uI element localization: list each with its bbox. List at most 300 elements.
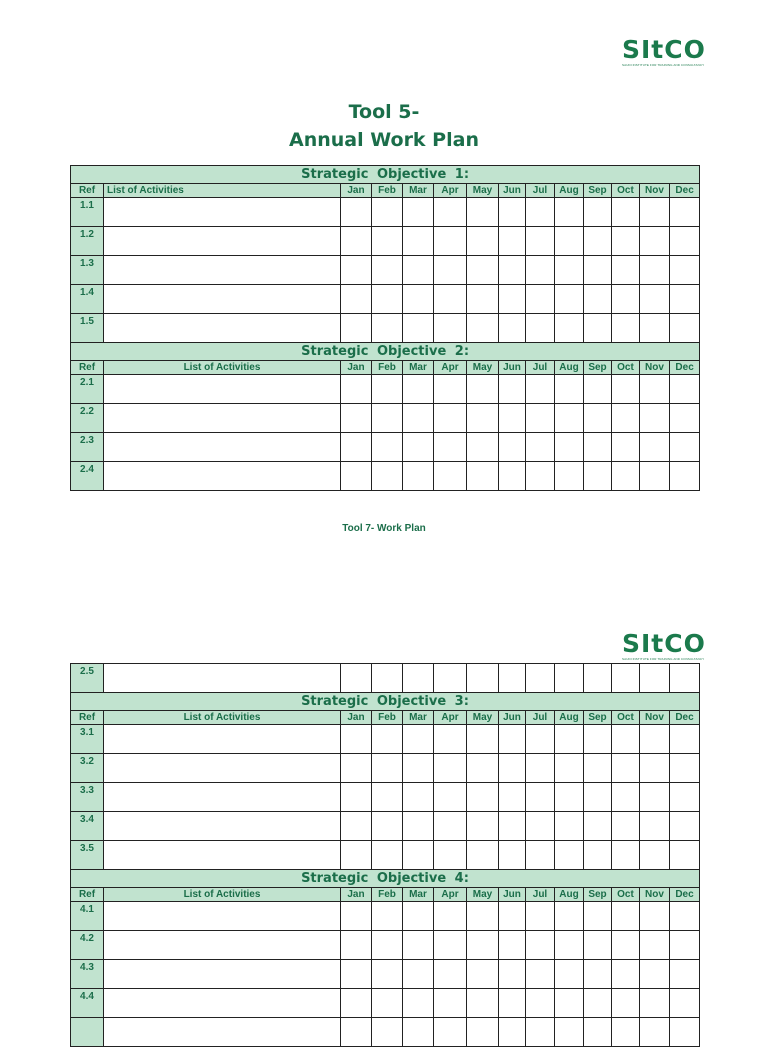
month-cell[interactable] [341, 314, 372, 343]
month-cell[interactable] [670, 462, 700, 491]
month-cell[interactable] [499, 1018, 526, 1047]
month-cell[interactable] [499, 754, 526, 783]
month-cell[interactable] [555, 375, 584, 404]
month-cell[interactable] [612, 198, 640, 227]
month-cell[interactable] [372, 433, 403, 462]
month-cell[interactable] [499, 227, 526, 256]
month-cell[interactable] [499, 783, 526, 812]
month-cell[interactable] [372, 285, 403, 314]
month-cell[interactable] [341, 841, 372, 870]
month-cell[interactable] [670, 256, 700, 285]
month-cell[interactable] [341, 1018, 372, 1047]
month-cell[interactable] [584, 404, 612, 433]
month-cell[interactable] [640, 256, 670, 285]
month-cell[interactable] [403, 256, 434, 285]
activity-cell[interactable] [104, 725, 341, 754]
activity-cell[interactable] [104, 783, 341, 812]
month-cell[interactable] [584, 462, 612, 491]
month-cell[interactable] [467, 375, 499, 404]
month-cell[interactable] [640, 989, 670, 1018]
month-cell[interactable] [341, 375, 372, 404]
month-cell[interactable] [434, 989, 467, 1018]
month-cell[interactable] [584, 314, 612, 343]
month-cell[interactable] [403, 375, 434, 404]
month-cell[interactable] [584, 812, 612, 841]
month-cell[interactable] [612, 227, 640, 256]
month-cell[interactable] [403, 960, 434, 989]
month-cell[interactable] [555, 664, 584, 693]
month-cell[interactable] [434, 725, 467, 754]
month-cell[interactable] [612, 902, 640, 931]
ref-cell: 1.1 [71, 198, 104, 227]
month-header-dec: Dec [670, 184, 700, 198]
logo-wordmark: SItCO [622, 35, 706, 64]
month-cell[interactable] [499, 404, 526, 433]
month-cell[interactable] [403, 433, 434, 462]
month-cell[interactable] [555, 256, 584, 285]
month-cell[interactable] [467, 902, 499, 931]
month-cell[interactable] [403, 198, 434, 227]
activity-cell[interactable] [104, 285, 341, 314]
month-cell[interactable] [555, 1018, 584, 1047]
month-cell[interactable] [467, 725, 499, 754]
month-cell[interactable] [403, 725, 434, 754]
month-cell[interactable] [670, 314, 700, 343]
month-cell[interactable] [372, 314, 403, 343]
month-cell[interactable] [584, 664, 612, 693]
month-cell[interactable] [341, 960, 372, 989]
month-cell[interactable] [555, 754, 584, 783]
month-cell[interactable] [640, 227, 670, 256]
month-cell[interactable] [499, 462, 526, 491]
month-cell[interactable] [555, 960, 584, 989]
month-cell[interactable] [467, 462, 499, 491]
month-cell[interactable] [640, 314, 670, 343]
month-cell[interactable] [434, 462, 467, 491]
month-cell[interactable] [341, 754, 372, 783]
month-header-apr: Apr [434, 184, 467, 198]
month-header-sep: Sep [584, 711, 612, 725]
month-cell[interactable] [670, 725, 700, 754]
month-cell[interactable] [555, 227, 584, 256]
month-cell[interactable] [403, 989, 434, 1018]
month-cell[interactable] [670, 812, 700, 841]
table-row [71, 314, 700, 343]
month-cell[interactable] [403, 462, 434, 491]
month-header-mar: Mar [403, 184, 434, 198]
month-cell[interactable] [526, 960, 555, 989]
month-cell[interactable] [584, 841, 612, 870]
month-cell[interactable] [584, 989, 612, 1018]
month-cell[interactable] [640, 404, 670, 433]
month-cell[interactable] [612, 664, 640, 693]
month-cell[interactable] [640, 433, 670, 462]
page-title-line1: Tool 5- [348, 101, 420, 123]
month-cell[interactable] [584, 285, 612, 314]
month-cell[interactable] [584, 931, 612, 960]
month-cell[interactable] [612, 285, 640, 314]
month-cell[interactable] [434, 375, 467, 404]
month-cell[interactable] [584, 902, 612, 931]
month-cell[interactable] [526, 462, 555, 491]
month-cell[interactable] [499, 725, 526, 754]
month-cell[interactable] [526, 375, 555, 404]
month-cell[interactable] [640, 754, 670, 783]
month-cell[interactable] [555, 989, 584, 1018]
month-cell[interactable] [372, 989, 403, 1018]
month-cell[interactable] [640, 931, 670, 960]
ref-cell: 2.5 [71, 664, 104, 693]
activity-cell[interactable] [104, 227, 341, 256]
month-cell[interactable] [640, 783, 670, 812]
month-cell[interactable] [499, 433, 526, 462]
month-cell[interactable] [526, 725, 555, 754]
month-cell[interactable] [434, 960, 467, 989]
month-cell[interactable] [526, 404, 555, 433]
month-header-may: May [467, 711, 499, 725]
month-cell[interactable] [555, 314, 584, 343]
month-cell[interactable] [403, 404, 434, 433]
month-cell[interactable] [372, 1018, 403, 1047]
month-cell[interactable] [403, 314, 434, 343]
activity-cell[interactable] [104, 314, 341, 343]
month-cell[interactable] [434, 256, 467, 285]
month-header-sep: Sep [584, 184, 612, 198]
month-cell[interactable] [467, 433, 499, 462]
month-cell[interactable] [403, 664, 434, 693]
month-cell[interactable] [670, 902, 700, 931]
month-cell[interactable] [403, 1018, 434, 1047]
month-cell[interactable] [341, 812, 372, 841]
month-cell[interactable] [640, 462, 670, 491]
month-cell[interactable] [670, 960, 700, 989]
month-cell[interactable] [372, 227, 403, 256]
activity-cell[interactable] [104, 989, 341, 1018]
month-cell[interactable] [434, 285, 467, 314]
month-cell[interactable] [555, 198, 584, 227]
month-cell[interactable] [467, 812, 499, 841]
header-row [71, 888, 700, 902]
month-cell[interactable] [341, 989, 372, 1018]
month-cell[interactable] [341, 725, 372, 754]
month-cell[interactable] [434, 227, 467, 256]
month-cell[interactable] [526, 902, 555, 931]
activity-cell[interactable] [104, 433, 341, 462]
month-cell[interactable] [499, 902, 526, 931]
month-cell[interactable] [584, 256, 612, 285]
month-cell[interactable] [526, 198, 555, 227]
month-cell[interactable] [612, 960, 640, 989]
month-cell[interactable] [526, 989, 555, 1018]
month-cell[interactable] [612, 404, 640, 433]
month-cell[interactable] [403, 227, 434, 256]
month-cell[interactable] [499, 841, 526, 870]
month-cell[interactable] [499, 314, 526, 343]
month-cell[interactable] [467, 989, 499, 1018]
month-cell[interactable] [434, 931, 467, 960]
month-cell[interactable] [467, 783, 499, 812]
month-cell[interactable] [555, 404, 584, 433]
month-cell[interactable] [526, 841, 555, 870]
month-cell[interactable] [467, 1018, 499, 1047]
activity-cell[interactable] [104, 462, 341, 491]
month-cell[interactable] [612, 256, 640, 285]
month-cell[interactable] [526, 433, 555, 462]
month-cell[interactable] [403, 931, 434, 960]
month-header-may: May [467, 361, 499, 375]
month-cell[interactable] [434, 783, 467, 812]
month-cell[interactable] [434, 664, 467, 693]
month-cell[interactable] [372, 462, 403, 491]
month-cell[interactable] [499, 960, 526, 989]
month-header-oct: Oct [612, 888, 640, 902]
month-cell[interactable] [403, 754, 434, 783]
month-cell[interactable] [526, 931, 555, 960]
month-cell[interactable] [341, 433, 372, 462]
month-cell[interactable] [434, 433, 467, 462]
table-row [71, 198, 700, 227]
activity-cell[interactable] [104, 404, 341, 433]
month-cell[interactable] [341, 256, 372, 285]
month-cell[interactable] [670, 285, 700, 314]
month-cell[interactable] [403, 812, 434, 841]
month-cell[interactable] [612, 841, 640, 870]
month-cell[interactable] [555, 462, 584, 491]
month-cell[interactable] [467, 754, 499, 783]
month-cell[interactable] [372, 754, 403, 783]
month-cell[interactable] [434, 314, 467, 343]
month-cell[interactable] [584, 227, 612, 256]
month-cell[interactable] [612, 754, 640, 783]
month-cell[interactable] [670, 198, 700, 227]
month-cell[interactable] [584, 433, 612, 462]
activity-cell[interactable] [104, 664, 341, 693]
month-header-nov: Nov [640, 361, 670, 375]
activity-cell[interactable] [104, 1018, 341, 1047]
month-cell[interactable] [640, 664, 670, 693]
month-cell[interactable] [670, 433, 700, 462]
month-cell[interactable] [612, 375, 640, 404]
month-cell[interactable] [670, 989, 700, 1018]
month-cell[interactable] [555, 902, 584, 931]
month-cell[interactable] [372, 931, 403, 960]
month-cell[interactable] [670, 783, 700, 812]
month-cell[interactable] [640, 375, 670, 404]
month-cell[interactable] [555, 725, 584, 754]
month-cell[interactable] [612, 1018, 640, 1047]
month-cell[interactable] [372, 841, 403, 870]
month-cell[interactable] [341, 462, 372, 491]
sitco-logo [622, 629, 706, 661]
month-cell[interactable] [526, 314, 555, 343]
month-cell[interactable] [434, 841, 467, 870]
month-cell[interactable] [584, 725, 612, 754]
month-cell[interactable] [612, 783, 640, 812]
activity-cell[interactable] [104, 841, 341, 870]
month-cell[interactable] [434, 198, 467, 227]
month-cell[interactable] [403, 285, 434, 314]
activity-cell[interactable] [104, 902, 341, 931]
month-cell[interactable] [584, 754, 612, 783]
month-cell[interactable] [612, 931, 640, 960]
month-cell[interactable] [584, 960, 612, 989]
month-cell[interactable] [640, 198, 670, 227]
table-row [71, 375, 700, 404]
activities-header: List of Activities [104, 361, 341, 375]
month-cell[interactable] [670, 931, 700, 960]
month-cell[interactable] [640, 1018, 670, 1047]
month-cell[interactable] [612, 433, 640, 462]
month-cell[interactable] [670, 754, 700, 783]
month-cell[interactable] [526, 812, 555, 841]
month-cell[interactable] [555, 841, 584, 870]
month-cell[interactable] [555, 931, 584, 960]
month-cell[interactable] [526, 256, 555, 285]
month-header-dec: Dec [670, 888, 700, 902]
month-cell[interactable] [341, 783, 372, 812]
activity-cell[interactable] [104, 931, 341, 960]
month-cell[interactable] [640, 285, 670, 314]
activity-cell[interactable] [104, 375, 341, 404]
month-cell[interactable] [584, 375, 612, 404]
month-cell[interactable] [612, 462, 640, 491]
month-header-may: May [467, 888, 499, 902]
month-cell[interactable] [584, 1018, 612, 1047]
month-cell[interactable] [434, 902, 467, 931]
month-header-oct: Oct [612, 711, 640, 725]
month-cell[interactable] [612, 989, 640, 1018]
month-cell[interactable] [612, 725, 640, 754]
month-cell[interactable] [584, 198, 612, 227]
month-cell[interactable] [526, 754, 555, 783]
month-cell[interactable] [341, 227, 372, 256]
month-cell[interactable] [467, 198, 499, 227]
month-cell[interactable] [526, 1018, 555, 1047]
month-cell[interactable] [555, 812, 584, 841]
activity-cell[interactable] [104, 754, 341, 783]
page-footer: Tool 7- Work Plan [342, 523, 426, 534]
month-header-jul: Jul [526, 361, 555, 375]
month-cell[interactable] [467, 960, 499, 989]
month-cell[interactable] [341, 902, 372, 931]
month-cell[interactable] [372, 375, 403, 404]
month-cell[interactable] [341, 285, 372, 314]
month-cell[interactable] [372, 902, 403, 931]
month-cell[interactable] [403, 902, 434, 931]
month-cell[interactable] [341, 664, 372, 693]
month-cell[interactable] [670, 404, 700, 433]
month-header-nov: Nov [640, 711, 670, 725]
month-cell[interactable] [372, 783, 403, 812]
table-row [71, 931, 700, 960]
month-cell[interactable] [434, 1018, 467, 1047]
month-cell[interactable] [467, 314, 499, 343]
month-cell[interactable] [526, 783, 555, 812]
month-cell[interactable] [434, 404, 467, 433]
month-cell[interactable] [526, 664, 555, 693]
month-cell[interactable] [372, 404, 403, 433]
month-cell[interactable] [372, 256, 403, 285]
month-cell[interactable] [467, 664, 499, 693]
table-row [71, 433, 700, 462]
month-cell[interactable] [372, 960, 403, 989]
activity-cell[interactable] [104, 960, 341, 989]
work-plan-table-page2 [70, 663, 700, 1047]
month-header-feb: Feb [372, 184, 403, 198]
activity-cell[interactable] [104, 256, 341, 285]
month-cell[interactable] [499, 812, 526, 841]
month-cell[interactable] [612, 812, 640, 841]
month-cell[interactable] [555, 433, 584, 462]
month-cell[interactable] [499, 931, 526, 960]
month-cell[interactable] [372, 812, 403, 841]
month-cell[interactable] [640, 960, 670, 989]
month-cell[interactable] [499, 256, 526, 285]
month-cell[interactable] [467, 841, 499, 870]
month-header-mar: Mar [403, 711, 434, 725]
month-cell[interactable] [555, 783, 584, 812]
month-cell[interactable] [372, 725, 403, 754]
month-cell[interactable] [584, 783, 612, 812]
month-cell[interactable] [670, 375, 700, 404]
month-cell[interactable] [499, 375, 526, 404]
ref-cell: 3.2 [71, 754, 104, 783]
month-cell[interactable] [640, 841, 670, 870]
month-cell[interactable] [670, 227, 700, 256]
table-row [71, 725, 700, 754]
month-cell[interactable] [467, 285, 499, 314]
month-cell[interactable] [499, 664, 526, 693]
ref-cell: 2.3 [71, 433, 104, 462]
month-cell[interactable] [640, 812, 670, 841]
month-cell[interactable] [499, 989, 526, 1018]
month-cell[interactable] [434, 812, 467, 841]
month-header-apr: Apr [434, 888, 467, 902]
month-cell[interactable] [670, 664, 700, 693]
month-cell[interactable] [670, 1018, 700, 1047]
activity-cell[interactable] [104, 812, 341, 841]
month-cell[interactable] [526, 285, 555, 314]
logo-tagline: SAUDI INSTITUTE FOR TRAINING AND CONSULTANCY [622, 657, 705, 661]
activity-cell[interactable] [104, 198, 341, 227]
month-cell[interactable] [499, 198, 526, 227]
month-cell[interactable] [341, 404, 372, 433]
table-row [71, 902, 700, 931]
table-row [71, 227, 700, 256]
month-cell[interactable] [434, 754, 467, 783]
table-row [71, 256, 700, 285]
month-cell[interactable] [372, 664, 403, 693]
month-header-aug: Aug [555, 184, 584, 198]
month-cell[interactable] [467, 256, 499, 285]
month-cell[interactable] [555, 285, 584, 314]
month-cell[interactable] [612, 314, 640, 343]
month-cell[interactable] [670, 841, 700, 870]
month-cell[interactable] [341, 931, 372, 960]
month-cell[interactable] [499, 285, 526, 314]
month-cell[interactable] [403, 783, 434, 812]
month-cell[interactable] [403, 841, 434, 870]
month-cell[interactable] [467, 404, 499, 433]
month-cell[interactable] [372, 198, 403, 227]
month-cell[interactable] [467, 227, 499, 256]
table-row [71, 1018, 700, 1047]
month-cell[interactable] [640, 725, 670, 754]
month-cell[interactable] [640, 902, 670, 931]
month-cell[interactable] [526, 227, 555, 256]
month-cell[interactable] [467, 931, 499, 960]
month-cell[interactable] [341, 198, 372, 227]
